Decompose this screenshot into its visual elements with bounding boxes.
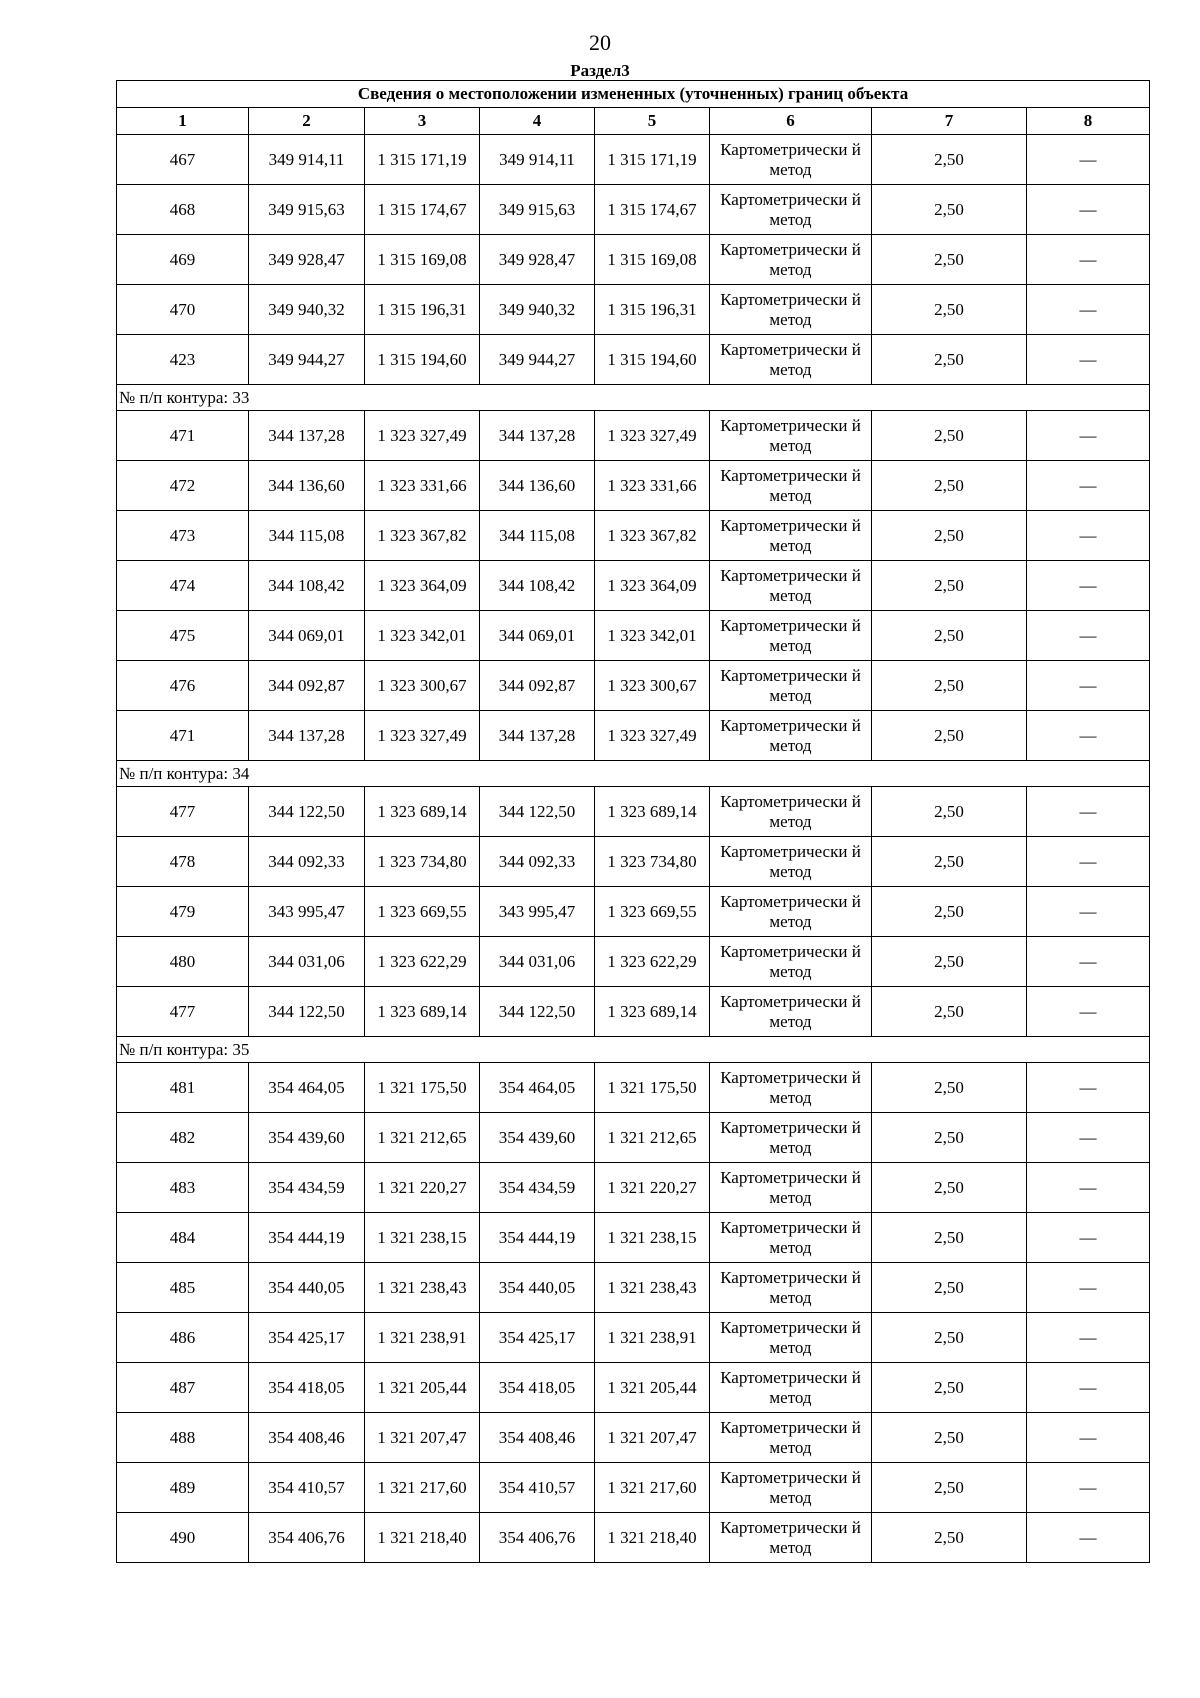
description-cell: — [1027,1363,1150,1413]
x-coordinate-old-cell: 349 928,47 [249,235,365,285]
accuracy-cell: 2,50 [872,511,1027,561]
description-cell: — [1027,611,1150,661]
x-coordinate-new-cell: 349 915,63 [480,185,595,235]
table-row [117,1463,1150,1513]
method-cell: Картометрически й метод [710,837,872,887]
accuracy-cell: 2,50 [872,787,1027,837]
point-number-cell: 476 [117,661,249,711]
method-cell: Картометрически й метод [710,1113,872,1163]
table-row [117,887,1150,937]
table-row [117,335,1150,385]
y-coordinate-old-cell: 1 323 622,29 [365,937,480,987]
method-cell: Картометрически й метод [710,987,872,1037]
method-cell: Картометрически й метод [710,661,872,711]
y-coordinate-old-cell: 1 321 220,27 [365,1163,480,1213]
table-row [117,461,1150,511]
table-row [117,1213,1150,1263]
x-coordinate-new-cell: 344 031,06 [480,937,595,987]
y-coordinate-old-cell: 1 321 207,47 [365,1413,480,1463]
point-number-cell: 470 [117,285,249,335]
table-row [117,235,1150,285]
point-number-cell: 477 [117,787,249,837]
description-cell: — [1027,1113,1150,1163]
x-coordinate-old-cell: 349 914,11 [249,135,365,185]
description-cell: — [1027,661,1150,711]
x-coordinate-old-cell: 354 440,05 [249,1263,365,1313]
point-number-cell: 489 [117,1463,249,1513]
accuracy-cell: 2,50 [872,335,1027,385]
table-row [117,1063,1150,1113]
x-coordinate-new-cell: 344 137,28 [480,411,595,461]
point-number-cell: 471 [117,711,249,761]
table-body [117,135,1150,1563]
accuracy-cell: 2,50 [872,1463,1027,1513]
x-coordinate-new-cell: 343 995,47 [480,887,595,937]
y-coordinate-new-cell: 1 315 194,60 [595,335,710,385]
table-row [117,987,1150,1037]
y-coordinate-new-cell: 1 321 207,47 [595,1413,710,1463]
accuracy-cell: 2,50 [872,1413,1027,1463]
x-coordinate-old-cell: 344 122,50 [249,787,365,837]
y-coordinate-old-cell: 1 315 171,19 [365,135,480,185]
x-coordinate-old-cell: 354 439,60 [249,1113,365,1163]
method-cell: Картометрически й метод [710,611,872,661]
x-coordinate-new-cell: 344 137,28 [480,711,595,761]
table-row [117,1113,1150,1163]
contour-header-row [117,1037,1150,1063]
y-coordinate-new-cell: 1 321 238,15 [595,1213,710,1263]
description-cell: — [1027,135,1150,185]
method-cell: Картометрически й метод [710,1213,872,1263]
y-coordinate-old-cell: 1 321 238,15 [365,1213,480,1263]
y-coordinate-new-cell: 1 323 300,67 [595,661,710,711]
contour-label: № п/п контура: 33 [117,385,1150,411]
method-cell: Картометрически й метод [710,285,872,335]
section-title: Раздел3 [570,61,630,80]
description-cell: — [1027,235,1150,285]
point-number-cell: 480 [117,937,249,987]
accuracy-cell: 2,50 [872,1363,1027,1413]
x-coordinate-old-cell: 354 464,05 [249,1063,365,1113]
description-cell: — [1027,1313,1150,1363]
table-row [117,1263,1150,1313]
y-coordinate-old-cell: 1 315 196,31 [365,285,480,335]
y-coordinate-new-cell: 1 323 367,82 [595,511,710,561]
point-number-cell: 423 [117,335,249,385]
x-coordinate-new-cell: 349 914,11 [480,135,595,185]
accuracy-cell: 2,50 [872,1163,1027,1213]
x-coordinate-old-cell: 354 410,57 [249,1463,365,1513]
description-cell: — [1027,1163,1150,1213]
point-number-cell: 467 [117,135,249,185]
point-number-cell: 487 [117,1363,249,1413]
method-cell: Картометрически й метод [710,937,872,987]
table-row [117,661,1150,711]
method-cell: Картометрически й метод [710,185,872,235]
method-cell: Картометрически й метод [710,561,872,611]
y-coordinate-new-cell: 1 323 689,14 [595,987,710,1037]
description-cell: — [1027,1213,1150,1263]
method-cell: Картометрически й метод [710,1063,872,1113]
y-coordinate-old-cell: 1 321 217,60 [365,1463,480,1513]
method-cell: Картометрически й метод [710,411,872,461]
accuracy-cell: 2,50 [872,135,1027,185]
accuracy-cell: 2,50 [872,1113,1027,1163]
column-number: 3 [365,108,480,135]
y-coordinate-new-cell: 1 321 238,91 [595,1313,710,1363]
point-number-cell: 484 [117,1213,249,1263]
point-number-cell: 481 [117,1063,249,1113]
x-coordinate-new-cell: 349 928,47 [480,235,595,285]
point-number-cell: 478 [117,837,249,887]
description-cell: — [1027,411,1150,461]
y-coordinate-old-cell: 1 315 194,60 [365,335,480,385]
y-coordinate-old-cell: 1 323 689,14 [365,787,480,837]
y-coordinate-new-cell: 1 323 364,09 [595,561,710,611]
table-row [117,561,1150,611]
y-coordinate-new-cell: 1 323 669,55 [595,887,710,937]
method-cell: Картометрически й метод [710,1163,872,1213]
y-coordinate-new-cell: 1 321 175,50 [595,1063,710,1113]
contour-header-row [117,761,1150,787]
point-number-cell: 486 [117,1313,249,1363]
point-number-cell: 485 [117,1263,249,1313]
y-coordinate-new-cell: 1 321 238,43 [595,1263,710,1313]
y-coordinate-new-cell: 1 321 220,27 [595,1163,710,1213]
point-number-cell: 469 [117,235,249,285]
y-coordinate-old-cell: 1 323 327,49 [365,711,480,761]
accuracy-cell: 2,50 [872,185,1027,235]
description-cell: — [1027,1413,1150,1463]
x-coordinate-old-cell: 349 940,32 [249,285,365,335]
x-coordinate-old-cell: 344 108,42 [249,561,365,611]
point-number-cell: 471 [117,411,249,461]
table-title-row [117,81,1150,108]
accuracy-cell: 2,50 [872,1263,1027,1313]
description-cell: — [1027,461,1150,511]
accuracy-cell: 2,50 [872,987,1027,1037]
y-coordinate-new-cell: 1 323 342,01 [595,611,710,661]
y-coordinate-new-cell: 1 315 171,19 [595,135,710,185]
x-coordinate-old-cell: 354 406,76 [249,1513,365,1563]
x-coordinate-old-cell: 349 915,63 [249,185,365,235]
y-coordinate-new-cell: 1 321 217,60 [595,1463,710,1513]
y-coordinate-old-cell: 1 323 689,14 [365,987,480,1037]
y-coordinate-new-cell: 1 323 331,66 [595,461,710,511]
description-cell: — [1027,185,1150,235]
x-coordinate-new-cell: 349 944,27 [480,335,595,385]
x-coordinate-new-cell: 344 108,42 [480,561,595,611]
table-row [117,1163,1150,1213]
point-number-cell: 472 [117,461,249,511]
accuracy-cell: 2,50 [872,235,1027,285]
table-row [117,1513,1150,1563]
accuracy-cell: 2,50 [872,887,1027,937]
y-coordinate-new-cell: 1 321 212,65 [595,1113,710,1163]
accuracy-cell: 2,50 [872,1513,1027,1563]
table-title: Сведения о местоположении измененных (уточненных) границ объекта [117,81,1150,108]
x-coordinate-old-cell: 344 137,28 [249,411,365,461]
point-number-cell: 479 [117,887,249,937]
point-number-cell: 483 [117,1163,249,1213]
column-number: 8 [1027,108,1150,135]
contour-header-row [117,385,1150,411]
accuracy-cell: 2,50 [872,285,1027,335]
x-coordinate-old-cell: 344 031,06 [249,937,365,987]
method-cell: Картометрически й метод [710,135,872,185]
y-coordinate-old-cell: 1 323 300,67 [365,661,480,711]
y-coordinate-old-cell: 1 323 327,49 [365,411,480,461]
y-coordinate-old-cell: 1 315 169,08 [365,235,480,285]
method-cell: Картометрически й метод [710,1263,872,1313]
method-cell: Картометрически й метод [710,887,872,937]
column-number-row [117,108,1150,135]
x-coordinate-old-cell: 344 122,50 [249,987,365,1037]
table-row [117,787,1150,837]
x-coordinate-old-cell: 344 115,08 [249,511,365,561]
x-coordinate-new-cell: 344 122,50 [480,787,595,837]
y-coordinate-old-cell: 1 321 238,91 [365,1313,480,1363]
x-coordinate-new-cell: 344 092,33 [480,837,595,887]
description-cell: — [1027,837,1150,887]
x-coordinate-old-cell: 344 092,33 [249,837,365,887]
x-coordinate-new-cell: 354 444,19 [480,1213,595,1263]
x-coordinate-old-cell: 343 995,47 [249,887,365,937]
column-number: 1 [117,108,249,135]
x-coordinate-old-cell: 354 408,46 [249,1413,365,1463]
point-number-cell: 473 [117,511,249,561]
x-coordinate-old-cell: 354 425,17 [249,1313,365,1363]
x-coordinate-new-cell: 354 464,05 [480,1063,595,1113]
contour-label: № п/п контура: 35 [117,1037,1150,1063]
x-coordinate-old-cell: 344 092,87 [249,661,365,711]
point-number-cell: 482 [117,1113,249,1163]
y-coordinate-old-cell: 1 323 734,80 [365,837,480,887]
description-cell: — [1027,787,1150,837]
column-number: 4 [480,108,595,135]
accuracy-cell: 2,50 [872,937,1027,987]
y-coordinate-new-cell: 1 323 689,14 [595,787,710,837]
description-cell: — [1027,1463,1150,1513]
accuracy-cell: 2,50 [872,837,1027,887]
x-coordinate-new-cell: 354 418,05 [480,1363,595,1413]
column-number: 5 [595,108,710,135]
accuracy-cell: 2,50 [872,1063,1027,1113]
y-coordinate-old-cell: 1 323 367,82 [365,511,480,561]
x-coordinate-old-cell: 344 137,28 [249,711,365,761]
y-coordinate-new-cell: 1 315 196,31 [595,285,710,335]
point-number-cell: 474 [117,561,249,611]
x-coordinate-old-cell: 354 418,05 [249,1363,365,1413]
x-coordinate-new-cell: 354 439,60 [480,1113,595,1163]
description-cell: — [1027,711,1150,761]
y-coordinate-new-cell: 1 321 205,44 [595,1363,710,1413]
table-row [117,135,1150,185]
method-cell: Картометрически й метод [710,787,872,837]
description-cell: — [1027,1063,1150,1113]
y-coordinate-old-cell: 1 321 205,44 [365,1363,480,1413]
point-number-cell: 475 [117,611,249,661]
y-coordinate-old-cell: 1 321 238,43 [365,1263,480,1313]
table-row [117,185,1150,235]
x-coordinate-new-cell: 344 069,01 [480,611,595,661]
y-coordinate-old-cell: 1 321 218,40 [365,1513,480,1563]
accuracy-cell: 2,50 [872,1213,1027,1263]
y-coordinate-old-cell: 1 321 175,50 [365,1063,480,1113]
y-coordinate-new-cell: 1 323 734,80 [595,837,710,887]
page-number: 20 [589,30,611,55]
method-cell: Картометрически й метод [710,711,872,761]
accuracy-cell: 2,50 [872,411,1027,461]
description-cell: — [1027,285,1150,335]
point-number-cell: 468 [117,185,249,235]
method-cell: Картометрически й метод [710,1313,872,1363]
y-coordinate-old-cell: 1 321 212,65 [365,1113,480,1163]
description-cell: — [1027,887,1150,937]
method-cell: Картометрически й метод [710,1363,872,1413]
table-row [117,837,1150,887]
x-coordinate-new-cell: 354 440,05 [480,1263,595,1313]
table-row [117,411,1150,461]
x-coordinate-new-cell: 344 122,50 [480,987,595,1037]
x-coordinate-old-cell: 344 136,60 [249,461,365,511]
method-cell: Картометрически й метод [710,1463,872,1513]
table-row [117,1313,1150,1363]
column-number: 6 [710,108,872,135]
accuracy-cell: 2,50 [872,611,1027,661]
point-number-cell: 477 [117,987,249,1037]
y-coordinate-new-cell: 1 315 174,67 [595,185,710,235]
accuracy-cell: 2,50 [872,1313,1027,1363]
x-coordinate-new-cell: 354 406,76 [480,1513,595,1563]
x-coordinate-new-cell: 344 115,08 [480,511,595,561]
column-number: 2 [249,108,365,135]
y-coordinate-old-cell: 1 323 331,66 [365,461,480,511]
y-coordinate-old-cell: 1 315 174,67 [365,185,480,235]
accuracy-cell: 2,50 [872,561,1027,611]
y-coordinate-new-cell: 1 321 218,40 [595,1513,710,1563]
x-coordinate-new-cell: 354 425,17 [480,1313,595,1363]
accuracy-cell: 2,50 [872,461,1027,511]
method-cell: Картометрически й метод [710,511,872,561]
x-coordinate-new-cell: 349 940,32 [480,285,595,335]
y-coordinate-old-cell: 1 323 669,55 [365,887,480,937]
description-cell: — [1027,511,1150,561]
x-coordinate-new-cell: 344 136,60 [480,461,595,511]
y-coordinate-old-cell: 1 323 364,09 [365,561,480,611]
method-cell: Картометрически й метод [710,461,872,511]
table-row [117,285,1150,335]
x-coordinate-new-cell: 344 092,87 [480,661,595,711]
boundary-table [116,80,1150,1563]
accuracy-cell: 2,50 [872,711,1027,761]
description-cell: — [1027,1263,1150,1313]
method-cell: Картометрически й метод [710,235,872,285]
contour-label: № п/п контура: 34 [117,761,1150,787]
point-number-cell: 488 [117,1413,249,1463]
y-coordinate-old-cell: 1 323 342,01 [365,611,480,661]
table-row [117,511,1150,561]
description-cell: — [1027,561,1150,611]
table-row [117,1363,1150,1413]
y-coordinate-new-cell: 1 323 622,29 [595,937,710,987]
x-coordinate-old-cell: 349 944,27 [249,335,365,385]
column-number: 7 [872,108,1027,135]
method-cell: Картометрически й метод [710,1513,872,1563]
description-cell: — [1027,1513,1150,1563]
accuracy-cell: 2,50 [872,661,1027,711]
x-coordinate-old-cell: 354 434,59 [249,1163,365,1213]
y-coordinate-new-cell: 1 315 169,08 [595,235,710,285]
x-coordinate-new-cell: 354 408,46 [480,1413,595,1463]
point-number-cell: 490 [117,1513,249,1563]
x-coordinate-old-cell: 354 444,19 [249,1213,365,1263]
description-cell: — [1027,335,1150,385]
table-row [117,937,1150,987]
table-row [117,1413,1150,1463]
table-row [117,711,1150,761]
method-cell: Картометрически й метод [710,335,872,385]
y-coordinate-new-cell: 1 323 327,49 [595,711,710,761]
description-cell: — [1027,987,1150,1037]
table-row [117,611,1150,661]
method-cell: Картометрически й метод [710,1413,872,1463]
x-coordinate-new-cell: 354 434,59 [480,1163,595,1213]
x-coordinate-new-cell: 354 410,57 [480,1463,595,1513]
y-coordinate-new-cell: 1 323 327,49 [595,411,710,461]
description-cell: — [1027,937,1150,987]
x-coordinate-old-cell: 344 069,01 [249,611,365,661]
